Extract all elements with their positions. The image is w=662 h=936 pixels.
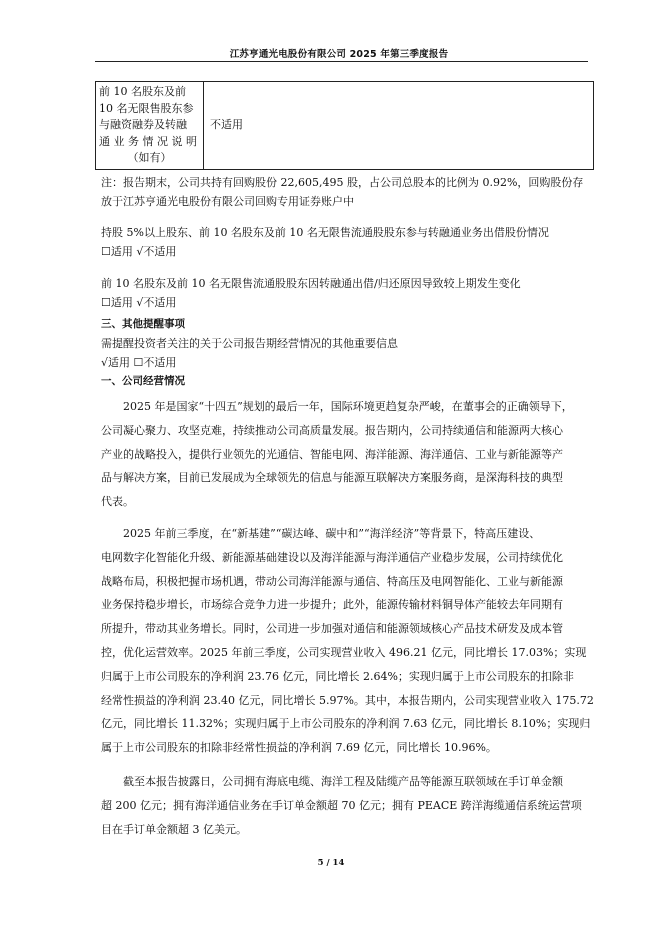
- lending-options: ☐适用 √不适用: [101, 245, 177, 258]
- page-number: 5 / 14: [317, 858, 345, 868]
- change-title: 前 10 名股东及前 10 名无限售流通股股东因转融通出借/归还原因导致较上期发生变化: [101, 277, 521, 290]
- paragraph-orders: [101, 770, 591, 841]
- paragraph-line: 控，优化运营效率。2025 年前三季度，公司实现营业收入 496.21 亿元，同比增长 17.03%；实现: [101, 645, 587, 659]
- label-line: 与融资融券及转融: [99, 118, 187, 131]
- lending-title: 持股 5%以上股东、前 10 名股东及前 10 名无限售流通股股东参与转融通业务出借股份情况: [101, 226, 549, 239]
- paragraph-line: 品与解决方案，目前已发展成为全球领先的信息与能源互联解决方案服务商，是深海科技的典型: [101, 471, 563, 485]
- paragraph-line: 战略布局，积极把握市场机遇，带动公司海洋能源与通信、特高压及电网智能化、工业与新能源: [101, 574, 563, 588]
- section-heading: 一、公司经营情况: [101, 375, 185, 387]
- note-line: 放于江苏亨通光电股份有限公司回购专用证券账户中: [101, 195, 354, 208]
- note-line: 注：报告期末，公司共持有回购股份 22,605,495 股，占公司总股本的比例为 0.92%，回购股份存: [101, 176, 584, 189]
- label-line: 通 业 务 情 况 说 明: [99, 134, 197, 148]
- paragraph-line: 经常性损益的净利润 23.40 亿元，同比增长 5.97%。其中，本报告期内，公司实现营业收入 175.72: [101, 693, 594, 707]
- paragraph-line: 超 200 亿元；拥有海洋通信业务在手订单金额超 70 亿元；拥有 PEACE 跨洋海缆通信系统运营项: [101, 798, 582, 812]
- paragraph-line: 截至本报告披露日，公司拥有海底电缆、海洋工程及陆缆产品等能源互联领域在手订单金额: [123, 775, 563, 788]
- table-value-cell: 不适用: [204, 82, 594, 170]
- securities-lending-table: [95, 81, 594, 170]
- label-line: 10 名无限售股东参: [99, 101, 194, 115]
- paragraph-line: 归属于上市公司股东的净利润 23.76 亿元，同比增长 2.64%；实现归属于上市公司股东的扣除非: [101, 669, 574, 683]
- paragraph-performance: [101, 522, 594, 760]
- table-row: [96, 82, 594, 170]
- reminder-options: √适用 ☐不适用: [101, 356, 177, 369]
- section-heading: 三、其他提醒事项: [101, 318, 185, 330]
- lending-section: [101, 223, 591, 261]
- change-section: [101, 274, 591, 312]
- paragraph-line: 所提升，带动其业务增长。同时，公司进一步加强对通信和能源领域核心产品技术研发及成本管: [101, 622, 563, 636]
- paragraph-line: 2025 年前三季度，在“新基建”“碳达峰、碳中和”“海洋经济”等背景下，特高压建设、: [123, 527, 541, 540]
- label-line: （如有）: [127, 151, 172, 164]
- reminder-line: 需提醒投资者关注的关于公司报告期经营情况的其他重要信息: [101, 337, 398, 350]
- paragraph-line: 公司凝心聚力、攻坚克难，持续推动公司高质量发展。报告期内，公司持续通信和能源两大核心: [101, 423, 563, 437]
- paragraph-line: 2025 年是国家“十四五”规划的最后一年，国际环境更趋复杂严峻，在董事会的正确领导下，: [123, 400, 573, 413]
- paragraph-line: 亿元，同比增长 11.32%；实现归属于上市公司股东的净利润 7.63 亿元，同比增长 8.10%；实现归: [101, 717, 591, 731]
- repurchase-note: [101, 173, 591, 211]
- change-options: ☐适用 √不适用: [101, 296, 177, 309]
- paragraph-line: 电网数字化智能化升级、新能源基础建设以及海洋能源与海洋通信产业稳步发展，公司持续优化: [101, 550, 563, 564]
- label-line: 前 10 名股东及前: [99, 85, 186, 98]
- paragraph-overview: [101, 395, 591, 514]
- paragraph-line: 代表。: [101, 495, 134, 509]
- report-header-title: 江苏亨通光电股份有限公司 2025 年第三季度报告: [229, 49, 449, 60]
- paragraph-line: 目在手订单金额超 3 亿美元。: [101, 822, 247, 836]
- table-label-cell: [96, 82, 204, 170]
- paragraph-line: 业务保持稳步增长，市场综合竞争力进一步提升；此外，能源传输材料铜导体产能较去年同期有: [101, 598, 563, 612]
- paragraph-line: 属于上市公司股东的扣除非经常性损益的净利润 7.69 亿元，同比增长 10.96%。: [101, 741, 497, 755]
- other-reminders-section: [101, 315, 591, 391]
- paragraph-line: 产业的战略投入，提供行业领先的光通信、智能电网、海洋能源、海洋通信、工业与新能源等产: [101, 447, 563, 461]
- header-divider: [95, 61, 588, 62]
